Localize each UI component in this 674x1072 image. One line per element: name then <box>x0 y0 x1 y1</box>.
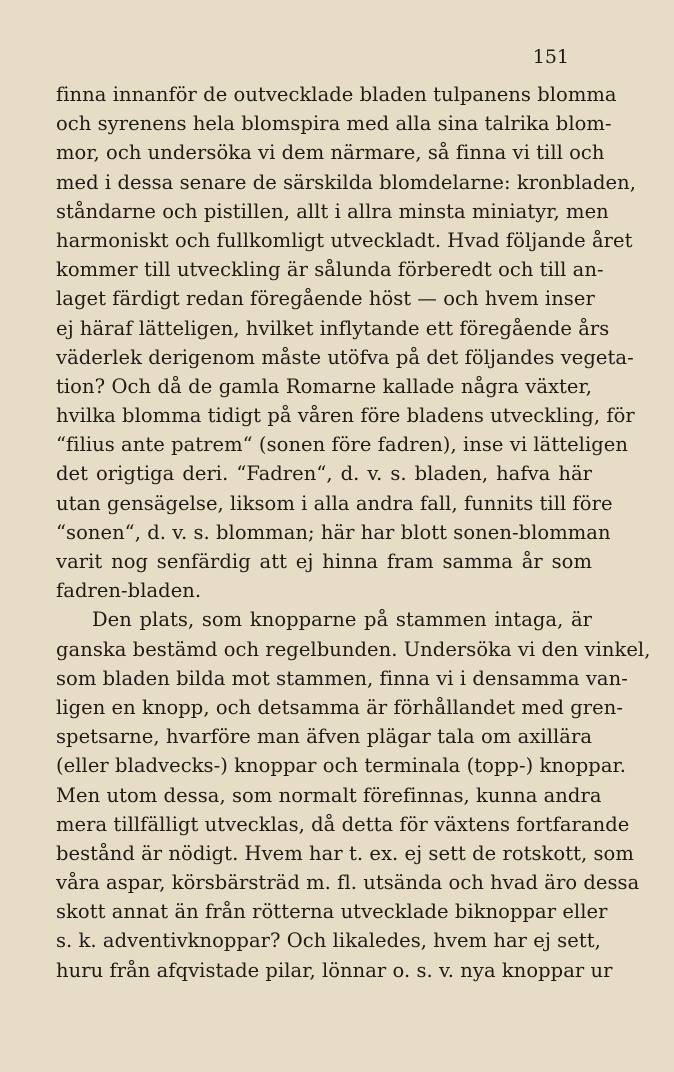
text-line: ganska bestämd och regelbunden. Undersöka vi den vinkel, <box>56 637 651 661</box>
text-line: som bladen bilda mot stammen, finna vi i densamma van- <box>56 666 628 690</box>
text-line: skott annat än från rötterna utvecklade biknoppar eller <box>56 900 608 924</box>
text-line: finna innanför de outvecklade bladen tulpanens blomma <box>56 83 617 106</box>
text-line: Den plats, som knopparne på stammen intaga, är <box>92 608 592 632</box>
text-line: “filius ante patrem“ (sonen före fadren), inse vi lätteligen <box>56 433 628 457</box>
text-line: tion? Och då de gamla Romarne kallade några växter, <box>56 374 592 398</box>
text-line: s. k. adventivknoppar? Och likaledes, hvem har ej sett, <box>56 929 601 953</box>
text-line: ligen en knopp, och detsamma är förhållandet med gren- <box>56 695 623 719</box>
text-line: ståndarne och pistillen, allt i allra minsta miniatyr, men <box>56 199 609 223</box>
text-line: (eller bladvecks-) knoppar och terminala (topp-) knoppar. <box>56 754 626 778</box>
text-line: utan gensägelse, liksom i alla andra fall, funnits till före <box>56 491 613 515</box>
text-line: fadren-bladen. <box>56 579 202 603</box>
text-line: det origtiga deri. “Fadren“, d. v. s. bladen, hafva här <box>56 462 592 486</box>
body-text <box>56 80 651 985</box>
text-line: med i dessa senare de särskilda blomdelarne: kronbladen, <box>56 170 636 194</box>
text-line: mor, och undersöka vi dem närmare, så finna vi till och <box>56 141 605 165</box>
text-line: huru från afqvistade pilar, lönnar o. s. v. nya knoppar ur <box>56 958 613 982</box>
text-line: hvilka blomma tidigt på våren före bladens utveckling, för <box>56 404 635 428</box>
paragraph-2 <box>56 605 651 984</box>
text-line: mera tillfälligt utvecklas, då detta för växtens fortfarande <box>56 812 630 836</box>
text-line: våra aspar, körsbärsträd m. fl. utsända och hvad äro dessa <box>56 871 640 895</box>
text-line: laget färdigt redan föregående höst — och hvem inser <box>56 287 595 311</box>
text-line: och syrenens hela blomspira med alla sina talrika blom- <box>56 112 612 136</box>
text-line: kommer till utveckling är sålunda förberedt och till an- <box>56 258 604 282</box>
text-line: bestånd är nödigt. Hvem har t. ex. ej sett de rotskott, som <box>56 841 634 865</box>
text-line: “sonen“, d. v. s. blomman; här har blott sonen-blomman <box>56 520 611 544</box>
text-line: spetsarne, hvarföre man äfven plägar tala om axillära <box>56 725 592 749</box>
text-line: harmoniskt och fullkomligt utveckladt. Hvad följande året <box>56 228 633 252</box>
page-number: 151 <box>532 46 569 68</box>
text-line: Men utom dessa, som normalt förefinnas, kunna andra <box>56 783 602 807</box>
text-line: ej häraf lätteligen, hvilket inflytande ett föregående års <box>56 316 610 340</box>
text-line: väderlek derigenom måste utöfva på det följandes vegeta- <box>56 345 634 369</box>
paragraph-1 <box>56 80 636 605</box>
text-line: varit nog senfärdig att ej hinna fram samma år som <box>56 550 592 573</box>
